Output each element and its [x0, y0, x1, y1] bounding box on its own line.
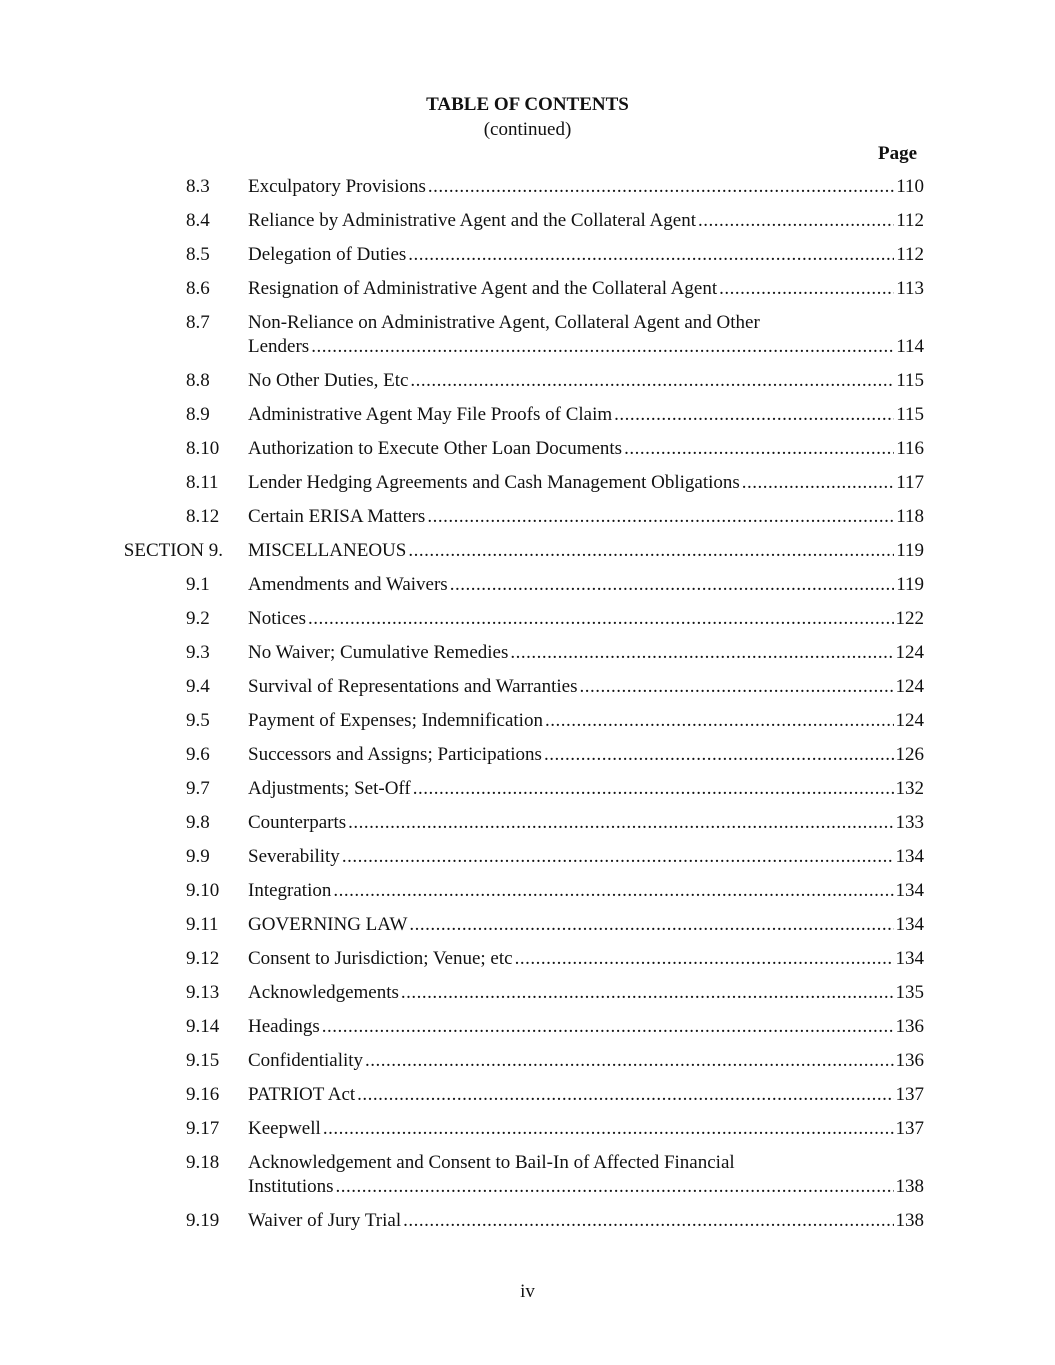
entry-page-number: 136: [895, 1050, 924, 1071]
entry-page-number: 134: [895, 880, 924, 901]
toc-entry: [0, 982, 1055, 1016]
entry-title: Survival of Representations and Warranties: [248, 676, 578, 697]
entry-number: 9.6: [186, 744, 210, 765]
entry-text-area: [248, 846, 924, 870]
toc-entry: [0, 210, 1055, 244]
dot-leader: [545, 710, 894, 732]
entry-title-line1: Non-Reliance on Administrative Agent, Collateral Agent and Other: [248, 312, 760, 333]
entry-title: Consent to Jurisdiction; Venue; etc: [248, 948, 513, 969]
entry-text-area: [248, 472, 924, 496]
entry-title-line2: Lenders: [248, 336, 310, 357]
dot-leader: [413, 778, 894, 800]
entry-title: Administrative Agent May File Proofs of Claim: [248, 404, 613, 425]
entry-number: 8.4: [186, 210, 210, 231]
dot-leader: [614, 404, 894, 426]
dot-leader: [510, 642, 893, 664]
entry-number: 8.9: [186, 404, 210, 425]
dot-leader: [323, 1118, 894, 1140]
entry-title: Amendments and Waivers: [248, 574, 448, 595]
entry-text-area: [248, 676, 924, 700]
entry-text-area: [248, 404, 924, 428]
entry-number: 8.12: [186, 506, 220, 527]
entry-title: Severability: [248, 846, 340, 867]
entry-text-area: [248, 1050, 924, 1074]
toc-entry: [0, 710, 1055, 744]
entry-page-number: 114: [896, 336, 924, 357]
entry-title: Lender Hedging Agreements and Cash Management Obligations: [248, 472, 740, 493]
entry-title: Successors and Assigns; Participations: [248, 744, 542, 765]
dot-leader: [515, 948, 894, 970]
dot-leader: [742, 472, 894, 494]
toc-title: TABLE OF CONTENTS: [426, 94, 629, 115]
dot-leader: [410, 370, 894, 392]
entry-page-number: 124: [895, 642, 924, 663]
entry-number: SECTION 9.: [123, 540, 223, 561]
dot-leader: [719, 278, 894, 300]
dot-leader: [333, 880, 893, 902]
entry-page-number: 136: [895, 1016, 924, 1037]
entry-number: 9.2: [186, 608, 210, 629]
entry-text-area: [248, 1118, 924, 1142]
entry-page-number: 112: [896, 244, 924, 265]
entry-text-area: [248, 982, 924, 1006]
entry-title: Adjustments; Set-Off: [248, 778, 411, 799]
toc-entry: [0, 278, 1055, 312]
entry-page-number: 138: [895, 1210, 924, 1231]
toc-entry: [0, 744, 1055, 778]
entry-number: 8.8: [186, 370, 210, 391]
dot-leader: [427, 506, 894, 528]
entry-text-area: [248, 506, 924, 530]
entry-text-area: [248, 948, 924, 972]
toc-entry: [0, 1084, 1055, 1118]
entry-text-area: [248, 244, 924, 268]
entry-text-area: [248, 1210, 924, 1234]
entry-text-area: [248, 880, 924, 904]
dot-leader: [409, 914, 893, 936]
entry-title: MISCELLANEOUS: [248, 540, 407, 561]
entry-text-area: [248, 210, 924, 234]
entry-number: 8.6: [186, 278, 210, 299]
entry-number: 9.15: [186, 1050, 220, 1071]
toc-subtitle: (continued): [483, 119, 572, 140]
page-column-header: Page: [878, 143, 918, 164]
dot-leader: [336, 1176, 894, 1198]
entry-page-number: 113: [896, 278, 924, 299]
dot-leader: [579, 676, 893, 698]
dot-leader: [544, 744, 894, 766]
entry-title-line2: Institutions: [248, 1176, 334, 1197]
entry-text-area: [248, 278, 924, 302]
entry-text-area: [248, 914, 924, 938]
dot-leader: [408, 540, 894, 562]
entry-page-number: 110: [896, 176, 924, 197]
dot-leader: [322, 1016, 894, 1038]
dot-leader: [450, 574, 895, 596]
toc-entry: [0, 880, 1055, 914]
entry-page-number: 134: [895, 846, 924, 867]
entry-page-number: 112: [896, 210, 924, 231]
entry-title: Exculpatory Provisions: [248, 176, 426, 197]
toc-entry: [0, 846, 1055, 880]
dot-leader: [308, 608, 893, 630]
entry-number: 8.10: [186, 438, 220, 459]
entry-text-area: [248, 710, 924, 734]
toc-entry: [0, 244, 1055, 278]
toc-entry: [0, 608, 1055, 642]
dot-leader: [357, 1084, 893, 1106]
entry-number: 9.10: [186, 880, 220, 901]
dot-leader: [311, 336, 894, 358]
toc-entry: [0, 1152, 1055, 1210]
entry-page-number: 116: [896, 438, 924, 459]
toc-entry: [0, 1016, 1055, 1050]
entry-page-number: 115: [896, 370, 924, 391]
entry-number: 9.9: [186, 846, 210, 867]
entry-number: 9.5: [186, 710, 210, 731]
entry-page-number: 132: [895, 778, 924, 799]
entry-text-area: [248, 176, 924, 200]
entry-page-number: 117: [896, 472, 924, 493]
entry-number: 9.17: [186, 1118, 220, 1139]
entry-page-number: 124: [895, 676, 924, 697]
entry-title: Resignation of Administrative Agent and the Collateral Agent: [248, 278, 718, 299]
toc-entry: [0, 574, 1055, 608]
entry-text-area: [248, 812, 924, 836]
toc-entry: [0, 370, 1055, 404]
toc-entry: [0, 1210, 1055, 1244]
entry-text-area: [248, 438, 924, 462]
entry-text-area: [248, 778, 924, 802]
entry-number: 9.13: [186, 982, 220, 1003]
dot-leader: [348, 812, 893, 834]
entry-page-number: 124: [895, 710, 924, 731]
entry-number: 9.8: [186, 812, 210, 833]
entry-title: Headings: [248, 1016, 320, 1037]
entry-page-number: 135: [895, 982, 924, 1003]
entry-page-number: 138: [895, 1176, 924, 1197]
entry-number: 9.16: [186, 1084, 220, 1105]
entry-page-number: 137: [895, 1084, 924, 1105]
dot-leader: [624, 438, 894, 460]
entry-number: 9.4: [186, 676, 210, 697]
toc-list: [0, 176, 1055, 1244]
entry-number: 9.18: [186, 1152, 220, 1173]
toc-entry: [0, 642, 1055, 676]
dot-leader: [403, 1210, 893, 1232]
entry-title: Certain ERISA Matters: [248, 506, 426, 527]
toc-entry: [0, 778, 1055, 812]
entry-title: Integration: [248, 880, 332, 901]
toc-entry: [0, 1118, 1055, 1152]
entry-number: 8.5: [186, 244, 210, 265]
toc-entry: [0, 1050, 1055, 1084]
entry-title: Acknowledgements: [248, 982, 399, 1003]
dot-leader: [365, 1050, 893, 1072]
entry-title: Delegation of Duties: [248, 244, 407, 265]
toc-entry: [0, 176, 1055, 210]
entry-text-area: [248, 1084, 924, 1108]
entry-text-area: [248, 608, 924, 632]
entry-title: Waiver of Jury Trial: [248, 1210, 402, 1231]
toc-entry: [0, 676, 1055, 710]
entry-page-number: 118: [896, 506, 924, 527]
dot-leader: [698, 210, 894, 232]
entry-title: Payment of Expenses; Indemnification: [248, 710, 543, 731]
entry-text-area: [248, 312, 924, 360]
toc-entry: [0, 506, 1055, 540]
dot-leader: [342, 846, 894, 868]
entry-text-area: [248, 540, 924, 564]
entry-number: 9.1: [186, 574, 210, 595]
entry-text-area: [248, 370, 924, 394]
entry-page-number: 134: [895, 948, 924, 969]
entry-page-number: 122: [895, 608, 924, 629]
dot-leader: [401, 982, 894, 1004]
entry-title: No Other Duties, Etc: [248, 370, 409, 391]
entry-page-number: 115: [896, 404, 924, 425]
toc-entry: [0, 438, 1055, 472]
entry-number: 9.14: [186, 1016, 220, 1037]
entry-page-number: 126: [895, 744, 924, 765]
toc-entry: [0, 948, 1055, 982]
toc-entry: [0, 812, 1055, 846]
entry-number: 8.11: [186, 472, 219, 493]
entry-title: Reliance by Administrative Agent and the Collateral Agent: [248, 210, 696, 231]
entry-number: 8.3: [186, 176, 210, 197]
entry-number: 9.12: [186, 948, 220, 969]
entry-number: 9.19: [186, 1210, 220, 1231]
entry-text-area: [248, 642, 924, 666]
entry-page-number: 137: [895, 1118, 924, 1139]
entry-title: GOVERNING LAW: [248, 914, 408, 935]
dot-leader: [428, 176, 894, 198]
dot-leader: [408, 244, 894, 266]
entry-title: Counterparts: [248, 812, 347, 833]
entry-number: 9.11: [186, 914, 219, 935]
toc-entry: [0, 472, 1055, 506]
toc-section-entry: [0, 540, 1055, 574]
entry-title: Confidentiality: [248, 1050, 364, 1071]
entry-number: 9.3: [186, 642, 210, 663]
entry-text-area: [248, 744, 924, 768]
toc-entry: [0, 312, 1055, 370]
entry-title-line1: Acknowledgement and Consent to Bail-In of Affected Financial: [248, 1152, 735, 1173]
entry-text-area: [248, 1152, 924, 1200]
entry-number: 8.7: [186, 312, 210, 333]
toc-entry: [0, 404, 1055, 438]
entry-title: Authorization to Execute Other Loan Documents: [248, 438, 623, 459]
entry-page-number: 133: [895, 812, 924, 833]
entry-title: Notices: [248, 608, 307, 629]
page-folio: iv: [520, 1281, 535, 1302]
entry-text-area: [248, 574, 924, 598]
toc-entry: [0, 914, 1055, 948]
entry-title: PATRIOT Act: [248, 1084, 356, 1105]
entry-page-number: 119: [896, 540, 924, 561]
entry-page-number: 134: [895, 914, 924, 935]
entry-page-number: 119: [896, 574, 924, 595]
entry-title: Keepwell: [248, 1118, 321, 1139]
entry-title: No Waiver; Cumulative Remedies: [248, 642, 509, 663]
entry-text-area: [248, 1016, 924, 1040]
entry-number: 9.7: [186, 778, 210, 799]
